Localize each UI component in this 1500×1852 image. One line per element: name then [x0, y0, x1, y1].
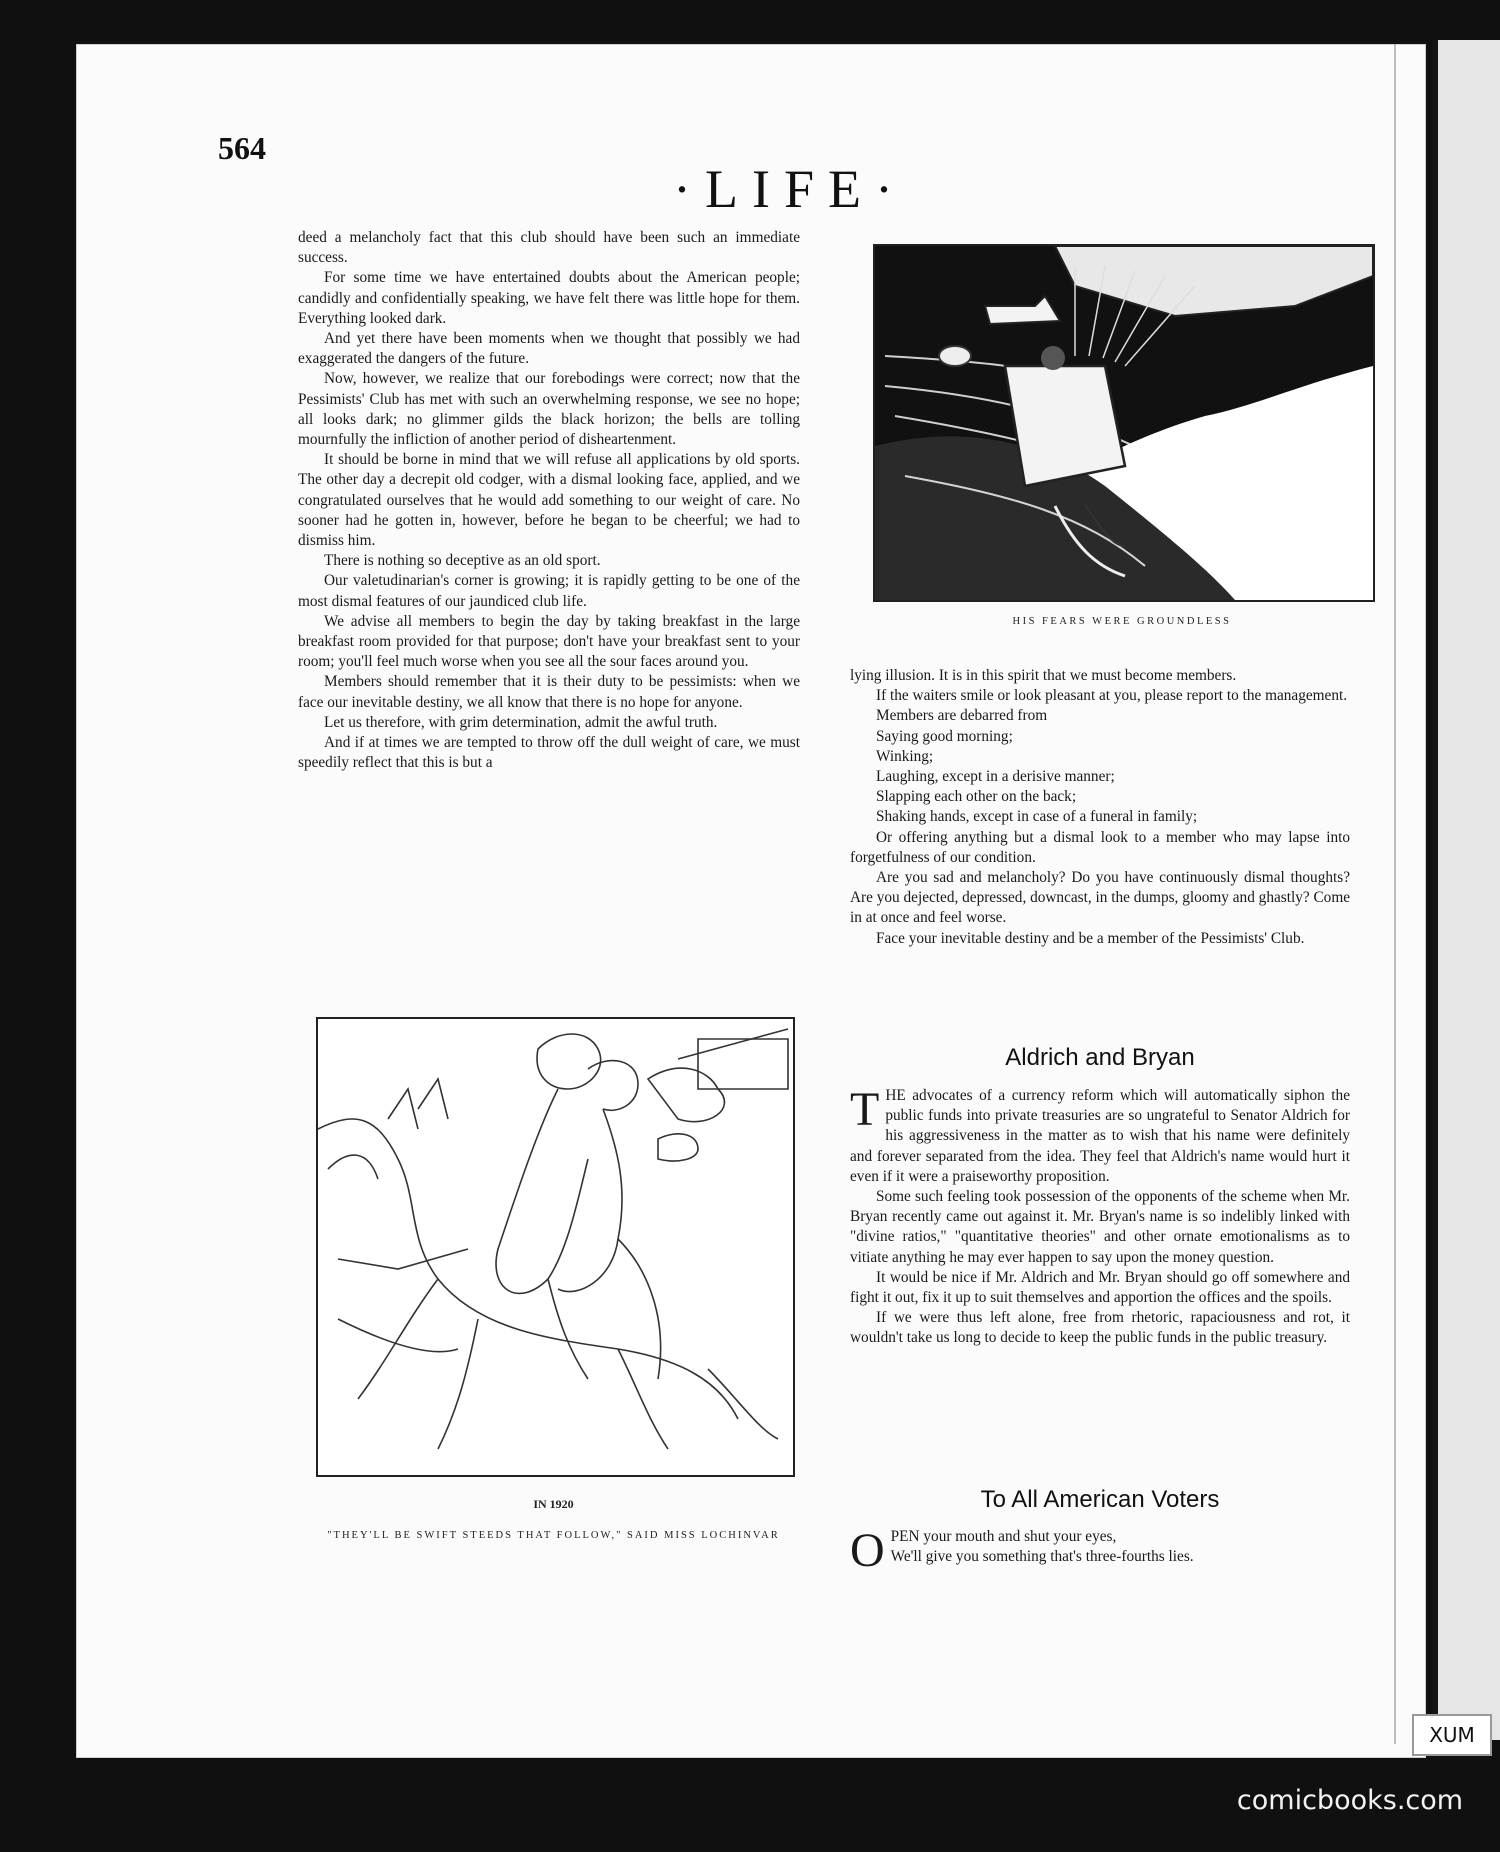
- paragraph: Let us therefore, with grim determination, admit the awful truth.: [324, 713, 718, 731]
- magazine-title: ·LIFE·: [673, 159, 907, 219]
- paragraph: Members are debarred from: [876, 707, 1048, 725]
- page-number: 564: [218, 130, 266, 166]
- paragraph: We advise all members to begin the day by taking breakfast in the large breakfast room provided for that purpose; don't have your breakfast sent to your room; you'll feel much worse when you see all the sour faces around you.: [298, 612, 800, 671]
- voters-article-body: [850, 1524, 1350, 1577]
- list-item: Saying good morning;: [876, 727, 1013, 745]
- verse-line: We'll give you something that's three-fourths lies.: [890, 1548, 1194, 1566]
- right-column-top: [850, 666, 1350, 949]
- paragraph: Or offering anything but a dismal look to a member who may lapse into forgetfulness of our condition.: [850, 828, 1350, 866]
- verse-line: PEN your mouth and shut your eyes,: [890, 1528, 1117, 1545]
- horse-caption-quote: "THEY'LL BE SWIFT STEEDS THAT FOLLOW," SAID MISS LOCHINVAR: [327, 1530, 780, 1541]
- list-item: Laughing, except in a derisive manner;: [876, 768, 1115, 786]
- left-column: [298, 228, 800, 773]
- paragraph: For some time we have entertained doubts about the American people; candidly and confidentially speaking, we have felt there was little hope for them. Everything looked dark.: [298, 269, 800, 327]
- scan-code-label: XUM: [1412, 1714, 1492, 1756]
- balloon-illustration: [873, 244, 1375, 602]
- page-fold-line: [1394, 44, 1396, 1744]
- paragraph: Some such feeling took possession of the opponents of the scheme when Mr. Bryan recently came out against it. Mr. Bryan's name is so indelibly linked with "divine ratios," "quantitative theories" and other ornate emotionalisms as to vitiate anything he may ever happen to say upon the money question.: [850, 1188, 1350, 1266]
- paragraph: There is nothing so deceptive as an old sport.: [324, 552, 601, 570]
- article-title-voters: To All American Voters: [980, 1486, 1220, 1513]
- drop-cap: O: [850, 1524, 885, 1577]
- paragraph: [850, 1083, 1350, 1187]
- horse-caption-year: IN 1920: [533, 1497, 574, 1511]
- facing-page-edge: [1432, 40, 1500, 1740]
- list-item: Slapping each other on the back;: [876, 788, 1077, 806]
- paragraph: And yet there have been moments when we thought that possibly we had exaggerated the dangers of the future.: [298, 330, 800, 368]
- article-title-aldrich: Aldrich and Bryan: [1005, 1044, 1195, 1071]
- drop-cap: T: [850, 1083, 880, 1136]
- paragraph: And if at times we are tempted to throw off the dull weight of care, we must speedily reflect that this is but a: [298, 734, 800, 772]
- paragraph: Are you sad and melancholy? Do you have continuously dismal thoughts? Are you dejected, depressed, downcast, in the dumps, gloomy and ghastly? Come in at once and feel worse.: [850, 869, 1351, 927]
- balloon-caption: HIS FEARS WERE GROUNDLESS: [1012, 616, 1232, 627]
- list-item: Shaking hands, except in case of a funeral in family;: [876, 808, 1198, 826]
- paragraph: Members should remember that it is their duty to be pessimists: when we face our inevitable destiny, we all know that there is no hope for anyone.: [298, 673, 800, 711]
- paragraph: lying illusion. It is in this spirit that we must become members.: [850, 667, 1237, 684]
- paragraph: Our valetudinarian's corner is growing; it is rapidly getting to be one of the most dismal features of our jaundiced club life.: [298, 572, 800, 610]
- paragraph: If we were thus left alone, free from rhetoric, rapaciousness and rot, it wouldn't take us long to decide to keep the public funds in the public treasury.: [850, 1309, 1350, 1347]
- paragraph: deed a melancholy fact that this club should have been such an immediate success.: [298, 229, 800, 267]
- paragraph: It would be nice if Mr. Aldrich and Mr. Bryan should go off somewhere and fight it out, fix it up to suit themselves and apportion the offices and the spoils.: [850, 1268, 1350, 1307]
- paragraph: Now, however, we realize that our forebodings were correct; now that the Pessimists' Club has met with such an overwhelming response, we see no hope; all looks dark; no glimmer gilds the black horizon; the bells are tolling mournfully the infliction of another period of disheartenment.: [298, 370, 800, 449]
- horse-illustration: [316, 1017, 795, 1477]
- aldrich-article-body: [850, 1083, 1350, 1349]
- paragraph: If the waiters smile or look pleasant at you, please report to the management.: [876, 687, 1348, 705]
- paragraph: It should be borne in mind that we will refuse all applications by old sports. The other day a decrepit old codger, with a dismal looking face, applied, and we congratulated ourselves that he would add something to our weight of care. No sooner had he gotten in, however, before he began to be cheerful; we had to dismiss him.: [298, 451, 800, 550]
- paragraph-text: HE advocates of a currency reform which will automatically siphon the public funds into private treasuries are so ungrateful to Senator Aldrich for his aggressiveness in the matter as to wish that his name were definitely and forever separated from the idea. They feel that Aldrich's name would hurt it even if it were a praiseworthy proposition.: [850, 1087, 1350, 1185]
- verse: [850, 1524, 1350, 1577]
- paragraph: Face your inevitable destiny and be a member of the Pessimists' Club.: [876, 929, 1305, 947]
- site-watermark: comicbooks.com: [1236, 1785, 1464, 1816]
- list-item: Winking;: [876, 747, 934, 765]
